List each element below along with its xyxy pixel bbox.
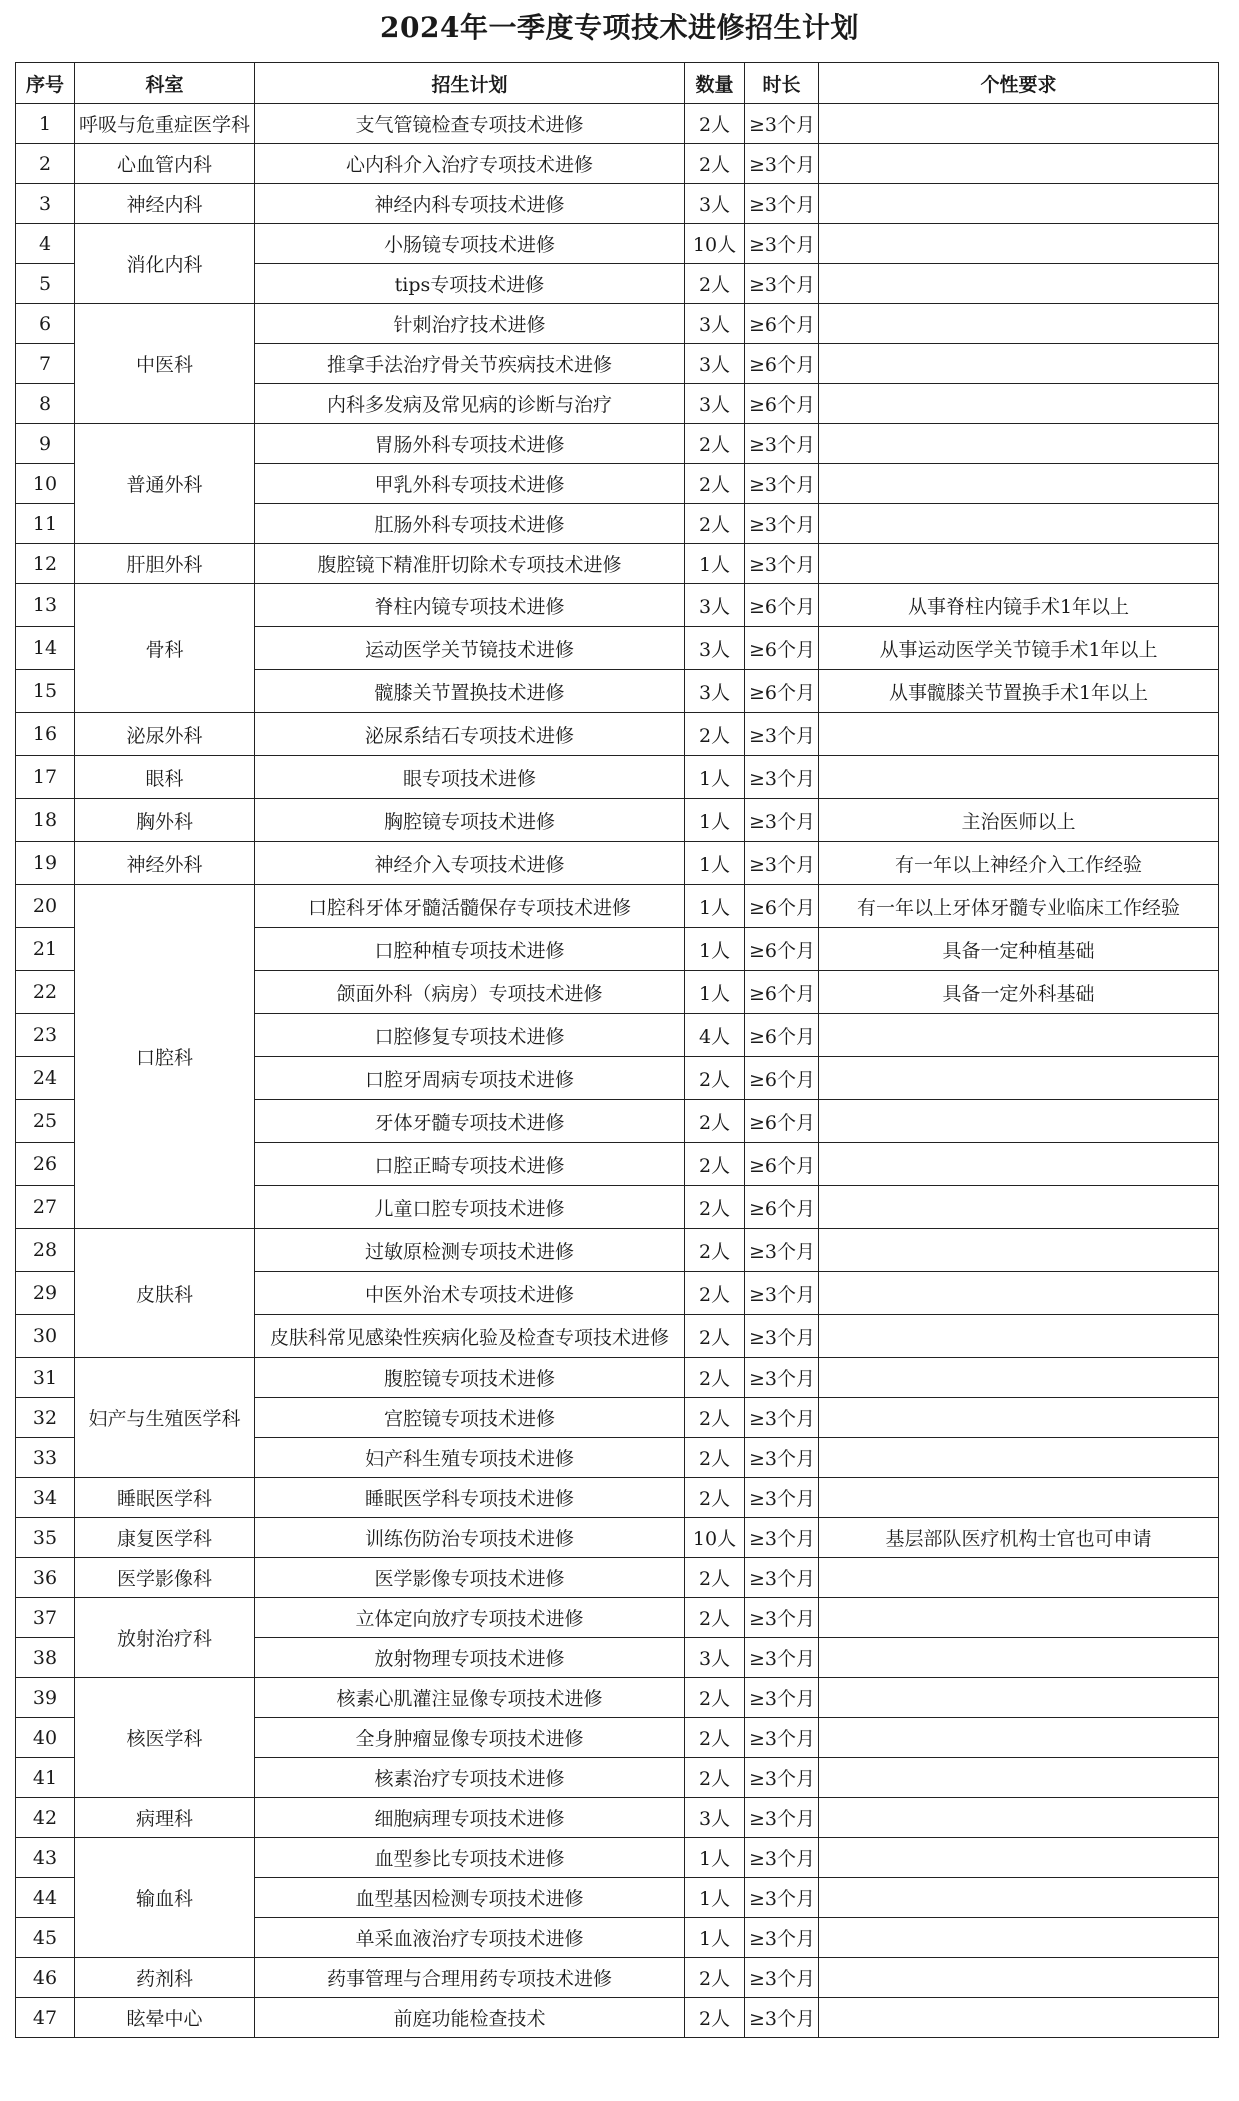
page-title: 2024年一季度专项技术进修招生计划 (380, 11, 859, 44)
cell-plan: 细胞病理专项技术进修 (255, 1798, 685, 1838)
cell-index: 5 (16, 264, 75, 304)
cell-quantity: 3人 (685, 344, 745, 384)
cell-quantity: 2人 (685, 1143, 745, 1186)
header-department: 科室 (75, 63, 255, 104)
cell-duration: ≥6个月 (745, 1100, 819, 1143)
cell-index: 32 (16, 1398, 75, 1438)
cell-duration: ≥3个月 (745, 1718, 819, 1758)
cell-requirements: 从事脊柱内镜手术1年以上 (819, 584, 1219, 627)
header-plan: 招生计划 (255, 63, 685, 104)
cell-index: 28 (16, 1229, 75, 1272)
cell-department: 神经外科 (75, 842, 255, 885)
header-requirements: 个性要求 (819, 63, 1219, 104)
cell-plan: 眼专项技术进修 (255, 756, 685, 799)
cell-requirements (819, 1315, 1219, 1358)
cell-quantity: 2人 (685, 1598, 745, 1638)
cell-quantity: 3人 (685, 304, 745, 344)
cell-quantity: 2人 (685, 1958, 745, 1998)
table-row (16, 1678, 1219, 1718)
table-header-row (16, 63, 1219, 104)
cell-plan: 睡眠医学科专项技术进修 (255, 1478, 685, 1518)
cell-requirements (819, 304, 1219, 344)
table-row (16, 544, 1219, 584)
cell-plan: 泌尿系结石专项技术进修 (255, 713, 685, 756)
cell-requirements (819, 144, 1219, 184)
cell-quantity: 2人 (685, 1057, 745, 1100)
cell-requirements (819, 1398, 1219, 1438)
cell-duration: ≥3个月 (745, 1558, 819, 1598)
cell-duration: ≥3个月 (745, 1998, 819, 2038)
cell-quantity: 2人 (685, 1998, 745, 2038)
cell-quantity: 2人 (685, 1678, 745, 1718)
cell-index: 40 (16, 1718, 75, 1758)
cell-duration: ≥6个月 (745, 304, 819, 344)
table-row (16, 1229, 1219, 1272)
cell-quantity: 2人 (685, 1186, 745, 1229)
cell-duration: ≥3个月 (745, 104, 819, 144)
cell-duration: ≥3个月 (745, 1758, 819, 1798)
cell-quantity: 2人 (685, 1478, 745, 1518)
cell-duration: ≥3个月 (745, 1638, 819, 1678)
cell-duration: ≥3个月 (745, 144, 819, 184)
cell-quantity: 1人 (685, 885, 745, 928)
cell-plan: tips专项技术进修 (255, 264, 685, 304)
cell-department: 皮肤科 (75, 1229, 255, 1358)
table-row (16, 304, 1219, 344)
cell-duration: ≥3个月 (745, 1438, 819, 1478)
cell-plan: 过敏原检测专项技术进修 (255, 1229, 685, 1272)
cell-plan: 皮肤科常见感染性疾病化验及检查专项技术进修 (255, 1315, 685, 1358)
cell-requirements: 具备一定外科基础 (819, 971, 1219, 1014)
cell-plan: 胃肠外科专项技术进修 (255, 424, 685, 464)
cell-index: 12 (16, 544, 75, 584)
cell-department: 核医学科 (75, 1678, 255, 1798)
cell-index: 23 (16, 1014, 75, 1057)
cell-duration: ≥6个月 (745, 344, 819, 384)
cell-quantity: 2人 (685, 1558, 745, 1598)
cell-index: 21 (16, 928, 75, 971)
cell-department: 胸外科 (75, 799, 255, 842)
cell-index: 1 (16, 104, 75, 144)
table-row (16, 799, 1219, 842)
cell-requirements: 具备一定种植基础 (819, 928, 1219, 971)
cell-index: 39 (16, 1678, 75, 1718)
cell-requirements (819, 184, 1219, 224)
cell-quantity: 2人 (685, 713, 745, 756)
cell-plan: 前庭功能检查技术 (255, 1998, 685, 2038)
cell-quantity: 1人 (685, 1838, 745, 1878)
cell-department: 医学影像科 (75, 1558, 255, 1598)
cell-plan: 核素治疗专项技术进修 (255, 1758, 685, 1798)
cell-quantity: 2人 (685, 144, 745, 184)
cell-department: 中医科 (75, 304, 255, 424)
cell-requirements (819, 504, 1219, 544)
cell-index: 11 (16, 504, 75, 544)
cell-plan: 血型基因检测专项技术进修 (255, 1878, 685, 1918)
cell-duration: ≥6个月 (745, 1186, 819, 1229)
cell-quantity: 2人 (685, 1272, 745, 1315)
cell-plan: 单采血液治疗专项技术进修 (255, 1918, 685, 1958)
cell-requirements (819, 1838, 1219, 1878)
cell-index: 18 (16, 799, 75, 842)
cell-quantity: 2人 (685, 1358, 745, 1398)
cell-index: 14 (16, 627, 75, 670)
cell-requirements: 从事运动医学关节镜手术1年以上 (819, 627, 1219, 670)
cell-duration: ≥3个月 (745, 1518, 819, 1558)
cell-duration: ≥3个月 (745, 1229, 819, 1272)
cell-department: 心血管内科 (75, 144, 255, 184)
cell-plan: 推拿手法治疗骨关节疾病技术进修 (255, 344, 685, 384)
cell-quantity: 1人 (685, 928, 745, 971)
cell-requirements (819, 384, 1219, 424)
cell-duration: ≥6个月 (745, 1143, 819, 1186)
cell-index: 47 (16, 1998, 75, 2038)
cell-duration: ≥3个月 (745, 756, 819, 799)
cell-duration: ≥3个月 (745, 1398, 819, 1438)
cell-duration: ≥3个月 (745, 544, 819, 584)
cell-requirements (819, 264, 1219, 304)
cell-quantity: 2人 (685, 1398, 745, 1438)
cell-plan: 心内科介入治疗专项技术进修 (255, 144, 685, 184)
cell-requirements (819, 1758, 1219, 1798)
table-row (16, 1798, 1219, 1838)
cell-plan: 口腔科牙体牙髓活髓保存专项技术进修 (255, 885, 685, 928)
cell-quantity: 2人 (685, 1758, 745, 1798)
cell-index: 22 (16, 971, 75, 1014)
cell-requirements (819, 1478, 1219, 1518)
cell-duration: ≥6个月 (745, 1057, 819, 1100)
cell-index: 45 (16, 1918, 75, 1958)
table-row (16, 1518, 1219, 1558)
cell-requirements (819, 1598, 1219, 1638)
cell-quantity: 3人 (685, 670, 745, 713)
cell-requirements (819, 713, 1219, 756)
cell-index: 17 (16, 756, 75, 799)
cell-department: 泌尿外科 (75, 713, 255, 756)
cell-quantity: 2人 (685, 1438, 745, 1478)
cell-requirements (819, 1143, 1219, 1186)
cell-duration: ≥6个月 (745, 928, 819, 971)
cell-duration: ≥3个月 (745, 842, 819, 885)
cell-index: 35 (16, 1518, 75, 1558)
cell-quantity: 1人 (685, 1918, 745, 1958)
cell-quantity: 1人 (685, 971, 745, 1014)
cell-requirements (819, 1918, 1219, 1958)
cell-department: 口腔科 (75, 885, 255, 1229)
cell-duration: ≥3个月 (745, 264, 819, 304)
cell-plan: 药事管理与合理用药专项技术进修 (255, 1958, 685, 1998)
cell-requirements (819, 104, 1219, 144)
cell-duration: ≥3个月 (745, 1358, 819, 1398)
cell-plan: 内科多发病及常见病的诊断与治疗 (255, 384, 685, 424)
cell-plan: 中医外治术专项技术进修 (255, 1272, 685, 1315)
cell-plan: 支气管镜检查专项技术进修 (255, 104, 685, 144)
cell-requirements: 从事髋膝关节置换手术1年以上 (819, 670, 1219, 713)
cell-requirements (819, 464, 1219, 504)
cell-index: 2 (16, 144, 75, 184)
cell-requirements (819, 1558, 1219, 1598)
cell-index: 8 (16, 384, 75, 424)
cell-department: 睡眠医学科 (75, 1478, 255, 1518)
cell-duration: ≥3个月 (745, 464, 819, 504)
table-row (16, 1478, 1219, 1518)
cell-plan: 腹腔镜下精准肝切除术专项技术进修 (255, 544, 685, 584)
cell-duration: ≥6个月 (745, 885, 819, 928)
cell-requirements (819, 1229, 1219, 1272)
cell-requirements (819, 1958, 1219, 1998)
cell-index: 44 (16, 1878, 75, 1918)
cell-index: 34 (16, 1478, 75, 1518)
cell-department: 眼科 (75, 756, 255, 799)
table-row (16, 1558, 1219, 1598)
cell-index: 41 (16, 1758, 75, 1798)
cell-plan: 颌面外科（病房）专项技术进修 (255, 971, 685, 1014)
cell-department: 神经内科 (75, 184, 255, 224)
cell-index: 42 (16, 1798, 75, 1838)
cell-index: 4 (16, 224, 75, 264)
cell-duration: ≥3个月 (745, 424, 819, 464)
cell-requirements: 基层部队医疗机构士官也可申请 (819, 1518, 1219, 1558)
cell-index: 29 (16, 1272, 75, 1315)
cell-plan: 脊柱内镜专项技术进修 (255, 584, 685, 627)
cell-plan: 口腔修复专项技术进修 (255, 1014, 685, 1057)
cell-quantity: 3人 (685, 1798, 745, 1838)
cell-plan: 妇产科生殖专项技术进修 (255, 1438, 685, 1478)
cell-quantity: 10人 (685, 1518, 745, 1558)
header-index: 序号 (16, 63, 75, 104)
cell-duration: ≥6个月 (745, 971, 819, 1014)
cell-requirements (819, 1100, 1219, 1143)
cell-plan: 甲乳外科专项技术进修 (255, 464, 685, 504)
cell-requirements: 有一年以上牙体牙髓专业临床工作经验 (819, 885, 1219, 928)
cell-duration: ≥3个月 (745, 1272, 819, 1315)
cell-duration: ≥3个月 (745, 1958, 819, 1998)
cell-plan: 运动医学关节镜技术进修 (255, 627, 685, 670)
cell-department: 呼吸与危重症医学科 (75, 104, 255, 144)
cell-plan: 医学影像专项技术进修 (255, 1558, 685, 1598)
cell-index: 31 (16, 1358, 75, 1398)
cell-requirements (819, 424, 1219, 464)
cell-quantity: 3人 (685, 627, 745, 670)
cell-department: 消化内科 (75, 224, 255, 304)
cell-requirements (819, 1438, 1219, 1478)
table-row (16, 885, 1219, 928)
cell-plan: 口腔种植专项技术进修 (255, 928, 685, 971)
cell-plan: 神经介入专项技术进修 (255, 842, 685, 885)
cell-department: 药剂科 (75, 1958, 255, 1998)
cell-requirements (819, 1878, 1219, 1918)
cell-plan: 牙体牙髓专项技术进修 (255, 1100, 685, 1143)
table-row (16, 1358, 1219, 1398)
cell-plan: 宫腔镜专项技术进修 (255, 1398, 685, 1438)
cell-plan: 口腔牙周病专项技术进修 (255, 1057, 685, 1100)
cell-quantity: 2人 (685, 464, 745, 504)
cell-plan: 儿童口腔专项技术进修 (255, 1186, 685, 1229)
cell-index: 16 (16, 713, 75, 756)
cell-index: 26 (16, 1143, 75, 1186)
cell-department: 输血科 (75, 1838, 255, 1958)
cell-requirements (819, 224, 1219, 264)
cell-plan: 全身肿瘤显像专项技术进修 (255, 1718, 685, 1758)
cell-requirements (819, 1638, 1219, 1678)
cell-index: 15 (16, 670, 75, 713)
cell-requirements (819, 1998, 1219, 2038)
cell-plan: 训练伤防治专项技术进修 (255, 1518, 685, 1558)
cell-plan: 核素心肌灌注显像专项技术进修 (255, 1678, 685, 1718)
cell-duration: ≥3个月 (745, 1678, 819, 1718)
cell-index: 7 (16, 344, 75, 384)
cell-plan: 血型参比专项技术进修 (255, 1838, 685, 1878)
cell-department: 普通外科 (75, 424, 255, 544)
cell-duration: ≥3个月 (745, 1478, 819, 1518)
cell-quantity: 3人 (685, 384, 745, 424)
cell-requirements (819, 1798, 1219, 1838)
cell-duration: ≥6个月 (745, 627, 819, 670)
cell-duration: ≥3个月 (745, 1838, 819, 1878)
table-row (16, 1998, 1219, 2038)
table-row (16, 424, 1219, 464)
cell-quantity: 2人 (685, 424, 745, 464)
cell-requirements (819, 1272, 1219, 1315)
cell-index: 36 (16, 1558, 75, 1598)
cell-index: 20 (16, 885, 75, 928)
cell-duration: ≥3个月 (745, 224, 819, 264)
table-row (16, 1838, 1219, 1878)
header-duration: 时长 (745, 63, 819, 104)
table-row (16, 584, 1219, 627)
cell-index: 30 (16, 1315, 75, 1358)
table-row (16, 104, 1219, 144)
cell-duration: ≥3个月 (745, 504, 819, 544)
cell-index: 19 (16, 842, 75, 885)
cell-quantity: 1人 (685, 544, 745, 584)
cell-duration: ≥3个月 (745, 799, 819, 842)
cell-quantity: 1人 (685, 1878, 745, 1918)
table-row (16, 713, 1219, 756)
cell-quantity: 3人 (685, 184, 745, 224)
cell-quantity: 2人 (685, 1718, 745, 1758)
cell-quantity: 1人 (685, 756, 745, 799)
cell-requirements: 有一年以上神经介入工作经验 (819, 842, 1219, 885)
cell-requirements (819, 1358, 1219, 1398)
cell-index: 25 (16, 1100, 75, 1143)
enrollment-plan-table (15, 62, 1219, 2038)
cell-quantity: 2人 (685, 1100, 745, 1143)
cell-duration: ≥3个月 (745, 713, 819, 756)
cell-index: 38 (16, 1638, 75, 1678)
cell-department: 妇产与生殖医学科 (75, 1358, 255, 1478)
cell-plan: 髋膝关节置换技术进修 (255, 670, 685, 713)
cell-department: 康复医学科 (75, 1518, 255, 1558)
cell-index: 9 (16, 424, 75, 464)
header-quantity: 数量 (685, 63, 745, 104)
cell-duration: ≥6个月 (745, 670, 819, 713)
table-row (16, 144, 1219, 184)
cell-quantity: 4人 (685, 1014, 745, 1057)
cell-department: 病理科 (75, 1798, 255, 1838)
cell-duration: ≥3个月 (745, 1878, 819, 1918)
cell-requirements (819, 544, 1219, 584)
cell-requirements (819, 1057, 1219, 1100)
cell-plan: 神经内科专项技术进修 (255, 184, 685, 224)
cell-plan: 肛肠外科专项技术进修 (255, 504, 685, 544)
cell-quantity: 3人 (685, 584, 745, 627)
cell-index: 10 (16, 464, 75, 504)
table-row (16, 1958, 1219, 1998)
cell-quantity: 10人 (685, 224, 745, 264)
cell-index: 6 (16, 304, 75, 344)
cell-duration: ≥3个月 (745, 1315, 819, 1358)
cell-duration: ≥3个月 (745, 1918, 819, 1958)
cell-quantity: 2人 (685, 504, 745, 544)
cell-index: 43 (16, 1838, 75, 1878)
cell-index: 24 (16, 1057, 75, 1100)
table-row (16, 1598, 1219, 1638)
cell-quantity: 2人 (685, 1229, 745, 1272)
cell-quantity: 3人 (685, 1638, 745, 1678)
cell-duration: ≥3个月 (745, 184, 819, 224)
cell-duration: ≥6个月 (745, 1014, 819, 1057)
cell-requirements (819, 1186, 1219, 1229)
cell-plan: 放射物理专项技术进修 (255, 1638, 685, 1678)
cell-requirements (819, 1718, 1219, 1758)
cell-requirements: 主治医师以上 (819, 799, 1219, 842)
cell-quantity: 2人 (685, 1315, 745, 1358)
cell-quantity: 1人 (685, 799, 745, 842)
cell-index: 37 (16, 1598, 75, 1638)
cell-duration: ≥6个月 (745, 384, 819, 424)
cell-department: 肝胆外科 (75, 544, 255, 584)
cell-quantity: 1人 (685, 842, 745, 885)
table-row (16, 756, 1219, 799)
cell-requirements (819, 344, 1219, 384)
cell-department: 放射治疗科 (75, 1598, 255, 1678)
cell-duration: ≥6个月 (745, 584, 819, 627)
cell-plan: 胸腔镜专项技术进修 (255, 799, 685, 842)
cell-requirements (819, 756, 1219, 799)
cell-plan: 口腔正畸专项技术进修 (255, 1143, 685, 1186)
cell-index: 27 (16, 1186, 75, 1229)
cell-requirements (819, 1678, 1219, 1718)
cell-plan: 腹腔镜专项技术进修 (255, 1358, 685, 1398)
cell-index: 33 (16, 1438, 75, 1478)
table-row (16, 842, 1219, 885)
table-row (16, 184, 1219, 224)
cell-requirements (819, 1014, 1219, 1057)
cell-index: 46 (16, 1958, 75, 1998)
cell-quantity: 2人 (685, 264, 745, 304)
cell-quantity: 2人 (685, 104, 745, 144)
cell-index: 3 (16, 184, 75, 224)
cell-duration: ≥3个月 (745, 1598, 819, 1638)
cell-index: 13 (16, 584, 75, 627)
cell-department: 骨科 (75, 584, 255, 713)
cell-department: 眩晕中心 (75, 1998, 255, 2038)
cell-plan: 立体定向放疗专项技术进修 (255, 1598, 685, 1638)
table-row (16, 224, 1219, 264)
cell-plan: 小肠镜专项技术进修 (255, 224, 685, 264)
cell-duration: ≥3个月 (745, 1798, 819, 1838)
cell-plan: 针刺治疗技术进修 (255, 304, 685, 344)
